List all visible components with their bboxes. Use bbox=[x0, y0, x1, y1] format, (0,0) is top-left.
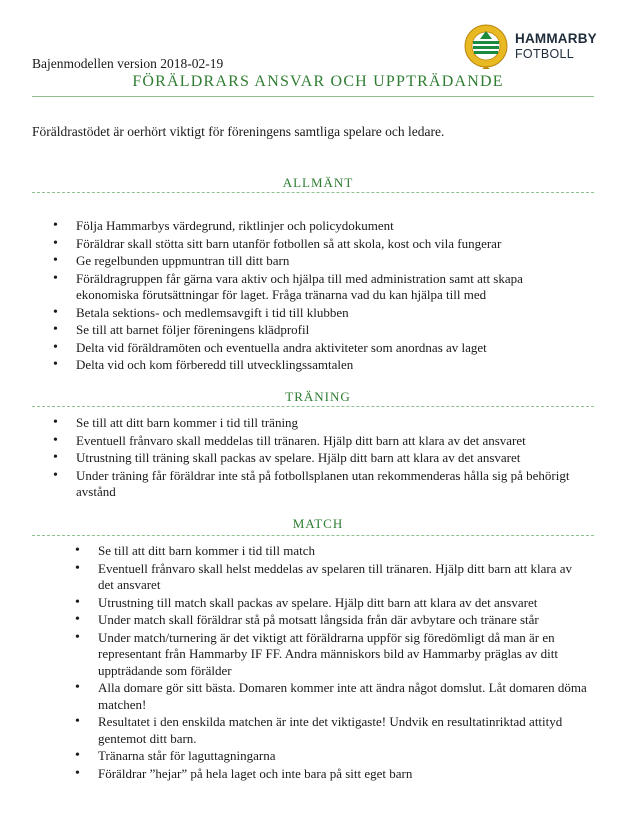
list-item: • Föräldrar ”hejar” på hela laget och inte bara på sitt eget barn bbox=[98, 766, 590, 783]
list-item: • Under match skall föräldrar stå på motsatt långsida från där avbytare och tränare står bbox=[98, 612, 590, 629]
section-heading-match: MATCH bbox=[292, 516, 344, 531]
list-item: • Se till att ditt barn kommer i tid till träning bbox=[76, 415, 588, 432]
list-item: • Följa Hammarbys värdegrund, riktlinjer och policydokument bbox=[76, 218, 576, 235]
hammarby-logo bbox=[463, 22, 597, 72]
list-item: • Alla domare gör sitt bästa. Domaren kommer inte att ändra något domslut. Låt domaren döma matchen! bbox=[98, 680, 590, 713]
list-item: • Föräldrar skall stötta sitt barn utanför fotbollen så att skola, kost och vila fungerar bbox=[76, 236, 576, 253]
list-item: • Eventuell frånvaro skall helst meddelas av spelaren till tränaren. Hjälp ditt barn att klara av det ansvaret bbox=[98, 561, 590, 594]
list-item: • Tränarna står för laguttagningarna bbox=[98, 748, 590, 765]
section-heading-allmant: ALLMÄNT bbox=[282, 175, 354, 190]
list-item: • Betala sektions- och medlemsavgift i tid till klubben bbox=[76, 305, 576, 322]
list-item: • Utrustning till träning skall packas av spelare. Hjälp ditt barn att klara av det ansvaret bbox=[76, 450, 588, 467]
list-item: • Resultatet i den enskilda matchen är inte det viktigaste! Undvik en resultatinriktad attityd gentemot ditt barn. bbox=[98, 714, 590, 747]
list-traning bbox=[76, 415, 588, 502]
list-item: • Under träning får föräldrar inte stå på fotbollsplanen utan rekommenderas hålla sig på behörigt avstånd bbox=[76, 468, 588, 501]
document-title: FÖRÄLDRARS ANSVAR OCH UPPTRÄDANDE bbox=[132, 73, 504, 90]
version-label: Bajenmodellen version 2018-02-19 bbox=[32, 56, 224, 71]
list-item: • Se till att ditt barn kommer i tid till match bbox=[98, 543, 590, 560]
list-item: • Se till att barnet följer föreningens klädprofil bbox=[76, 322, 576, 339]
list-item: • Utrustning till match skall packas av spelare. Hjälp ditt barn att klara av det ansvaret bbox=[98, 595, 590, 612]
section-heading-traning: TRÄNING bbox=[285, 389, 351, 404]
logo-wordmark-top: HAMMARBY bbox=[515, 31, 597, 46]
logo-wordmark-bottom: FOTBOLL bbox=[515, 47, 575, 61]
intro-text: Föräldrastödet är oerhört viktigt för föreningens samtliga spelare och ledare. bbox=[32, 124, 445, 139]
list-allmant bbox=[76, 218, 576, 375]
list-item: • Ge regelbunden uppmuntran till ditt barn bbox=[76, 253, 576, 270]
traning-divider bbox=[32, 406, 594, 407]
list-item: • Eventuell frånvaro skall meddelas till tränaren. Hjälp ditt barn att klara av det ansvaret bbox=[76, 433, 588, 450]
match-divider bbox=[32, 535, 594, 536]
list-item: • Delta vid och kom förberedd till utvecklingssamtalen bbox=[76, 357, 576, 374]
list-item: • Föräldragruppen får gärna vara aktiv och hjälpa till med administration samt att skapa ekonomiska förutsättningar för laget. Fråga tränarna vad du kan hjälpa till med bbox=[76, 271, 576, 304]
list-item: • Under match/turnering är det viktigt att föräldrarna uppför sig föredömligt då man är en representant från Hammarby IF FF. Andra människors bild av Hammarby präglas av ditt uppträdande som förälder bbox=[98, 630, 590, 680]
list-match bbox=[98, 543, 590, 783]
intro-divider bbox=[32, 192, 594, 193]
title-divider bbox=[32, 96, 594, 97]
hammarby-crest-icon bbox=[463, 22, 509, 70]
list-item: • Delta vid föräldramöten och eventuella andra aktiviteter som anordnas av laget bbox=[76, 340, 576, 357]
